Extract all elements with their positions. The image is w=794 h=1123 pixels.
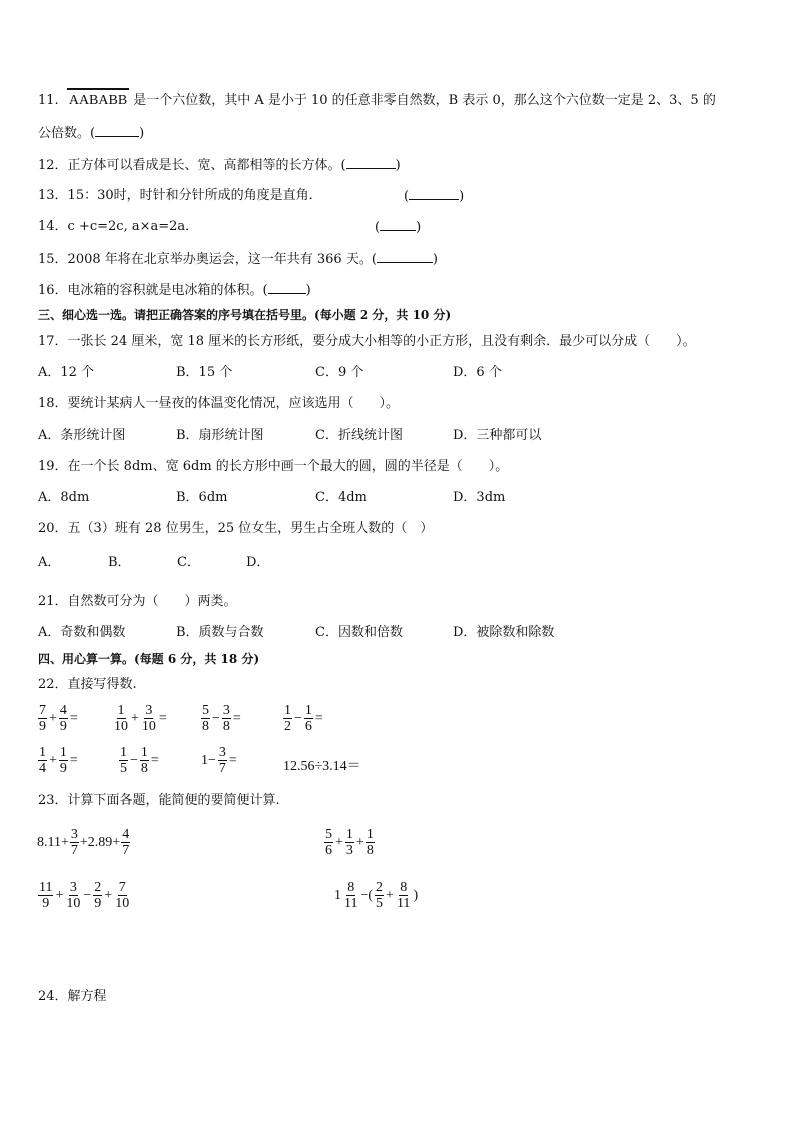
question-18: 18．要统计某病人一昼夜的体温变化情况，应该选用（ ）。	[38, 396, 400, 411]
paren: )	[459, 189, 465, 204]
paren: )	[395, 158, 401, 173]
fraction: $\frac{1}{8}$	[366, 827, 374, 858]
option-c[interactable]: C．4dm	[315, 490, 367, 505]
fraction: $\frac{7}{9}$	[39, 703, 46, 734]
question-15	[38, 250, 438, 269]
option-b[interactable]: B．质数与合数	[176, 625, 264, 640]
option-d[interactable]: D．被除数和除数	[453, 625, 555, 640]
answer-blank[interactable]	[380, 218, 416, 231]
q15-text: 15．2008 年将在北京举办奥运会，这一年共有 366 天。(	[38, 252, 377, 267]
expr-23-3: $\frac{11}{9}$ + $\frac{3}{10}$ − $\frac{2}{9}$ + $\frac{7}{10}$	[39, 880, 130, 911]
answer-blank[interactable]	[268, 281, 306, 294]
fraction: $\frac{8}{11}$	[344, 880, 358, 911]
fraction: $\frac{5}{8}$	[202, 703, 209, 734]
expr-22-5: $\frac{1}{4}$ + $\frac{1}{9}$ =	[39, 745, 78, 776]
fraction: $\frac{5}{6}$	[325, 827, 332, 858]
option-a[interactable]: A．8dm	[38, 490, 90, 505]
fraction: $\frac{2}{5}$	[376, 880, 384, 911]
question-20: 20．五（3）班有 28 位男生，25 位女生，男生占全班人数的（ ）	[38, 521, 434, 536]
fraction: $\frac{3}{10}$	[66, 880, 81, 911]
q11-text-cont: 公倍数。(	[38, 126, 96, 141]
paren: )	[416, 220, 422, 235]
question-22: 22．直接写得数.	[38, 677, 137, 692]
fraction: $\frac{11}{9}$	[39, 880, 53, 911]
question-23: 23．计算下面各题，能简便的要简便计算.	[38, 793, 280, 808]
fraction: $\frac{1}{3}$	[345, 827, 353, 858]
expr-22-8: 12.56÷3.14＝	[283, 759, 361, 774]
q11-number-aababb: AABABB	[67, 88, 129, 110]
q13-answer	[404, 187, 464, 206]
answer-blank[interactable]	[95, 124, 139, 137]
option-b[interactable]: B．	[108, 555, 131, 570]
answer-blank[interactable]	[346, 156, 396, 169]
paren: (	[375, 220, 381, 235]
fraction: $\frac{4}{9}$	[59, 703, 67, 734]
option-c[interactable]: C．折线统计图	[315, 428, 403, 443]
option-c[interactable]: C．	[177, 555, 200, 570]
fraction: $\frac{1}{10}$	[114, 703, 128, 734]
option-c[interactable]: C．因数和倍数	[315, 625, 403, 640]
option-d[interactable]: D．6 个	[453, 365, 502, 380]
option-d[interactable]: D．	[246, 555, 270, 570]
fraction: $\frac{1}{4}$	[39, 745, 46, 776]
question-21: 21．自然数可分为（ ）两类。	[38, 594, 237, 609]
option-d[interactable]: D．三种都可以	[453, 428, 542, 443]
expr-22-1: $\frac{7}{9}$ + $\frac{4}{9}$ =	[39, 703, 78, 734]
fraction: $\frac{3}{7}$	[70, 827, 78, 858]
fraction: $\frac{8}{11}$	[396, 880, 411, 911]
question-11	[38, 88, 716, 110]
expr-23-2: $\frac{5}{6}$ + $\frac{1}{3}$ + $\frac{1}{8}$	[325, 827, 374, 858]
q14-text: 14．c +c=2c, a×a=2a．	[38, 219, 199, 234]
question-17: 17．一张长 24 厘米，宽 18 厘米的长方形纸，要分成大小相等的小正方形，且没有剩余．最少可以分成（ ）。	[38, 334, 696, 349]
question-13	[38, 187, 322, 205]
q12-text: 12．正方体可以看成是长、宽、高都相等的长方体。(	[38, 158, 346, 173]
q16-text: 16．电冰箱的容积就是电冰箱的体积。(	[38, 283, 268, 298]
answer-blank[interactable]	[377, 250, 433, 263]
question-16	[38, 281, 311, 300]
option-a[interactable]: A．奇数和偶数	[38, 625, 126, 640]
option-d[interactable]: D．3dm	[453, 490, 506, 505]
expr-22-4: $\frac{1}{2}$ − $\frac{1}{6}$ =	[284, 703, 323, 734]
q11-number: 11.	[38, 93, 59, 108]
section-3-heading: 三、细心选一选。请把正确答案的序号填在括号里。(每小题 2 分，共 10 分)	[38, 308, 452, 322]
answer-blank[interactable]	[409, 187, 459, 200]
option-a[interactable]: A．条形统计图	[38, 428, 126, 443]
option-a[interactable]: A．	[38, 555, 61, 570]
fraction: $\frac{1}{5}$	[120, 745, 127, 776]
expr-23-4: 1 $\frac{8}{11}$ −( $\frac{2}{5}$ + $\frac{8}{11}$ )	[334, 880, 419, 911]
q14-answer	[375, 218, 421, 237]
fraction: $\frac{3}{8}$	[222, 703, 230, 734]
option-b[interactable]: B．扇形统计图	[176, 428, 264, 443]
fraction: $\frac{4}{7}$	[122, 827, 130, 858]
fraction: $\frac{7}{10}$	[115, 880, 130, 911]
q13-text: 13．15：30时，时针和分针所成的角度是直角．	[38, 188, 322, 203]
fraction: $\frac{1}{6}$	[304, 703, 312, 734]
fraction: $\frac{1}{2}$	[284, 703, 291, 734]
fraction: $\frac{1}{9}$	[59, 745, 67, 776]
expr-23-1: 8.11+ $\frac{3}{7}$ +2.89+ $\frac{4}{7}$	[37, 827, 130, 858]
option-a[interactable]: A．12 个	[38, 365, 95, 380]
fraction: $\frac{3}{7}$	[218, 745, 226, 776]
expr-22-3: $\frac{5}{8}$ − $\frac{3}{8}$ =	[202, 703, 241, 734]
option-c[interactable]: C．9 个	[315, 365, 364, 380]
q11-text: 是一个六位数，其中 A 是小于 10 的任意非零自然数，B 表示 0，那么这个六位数一定是 2、3、5 的	[133, 93, 716, 108]
expr-22-7: 1− $\frac{3}{7}$ =	[201, 745, 237, 776]
question-24: 24．解方程	[38, 989, 107, 1004]
section-4-heading: 四、用心算一算。(每题 6 分，共 18 分)	[38, 652, 260, 666]
question-11-cont	[38, 124, 144, 143]
paren: )	[432, 252, 438, 267]
expr-22-2: $\frac{1}{10}$ + $\frac{3}{10}$ =	[114, 703, 167, 734]
question-14	[38, 218, 198, 236]
question-12	[38, 156, 401, 175]
option-b[interactable]: B．15 个	[176, 365, 233, 380]
fraction: $\frac{3}{10}$	[141, 703, 156, 734]
expr-22-6: $\frac{1}{5}$ − $\frac{1}{8}$ =	[120, 745, 159, 776]
paren: (	[404, 189, 410, 204]
option-b[interactable]: B．6dm	[176, 490, 228, 505]
paren: )	[305, 283, 311, 298]
fraction: $\frac{1}{8}$	[140, 745, 148, 776]
fraction: $\frac{2}{9}$	[94, 880, 102, 911]
paren: )	[139, 126, 145, 141]
question-19: 19．在一个长 8dm、宽 6dm 的长方形中画一个最大的圆，圆的半径是（ ）。	[38, 459, 509, 474]
